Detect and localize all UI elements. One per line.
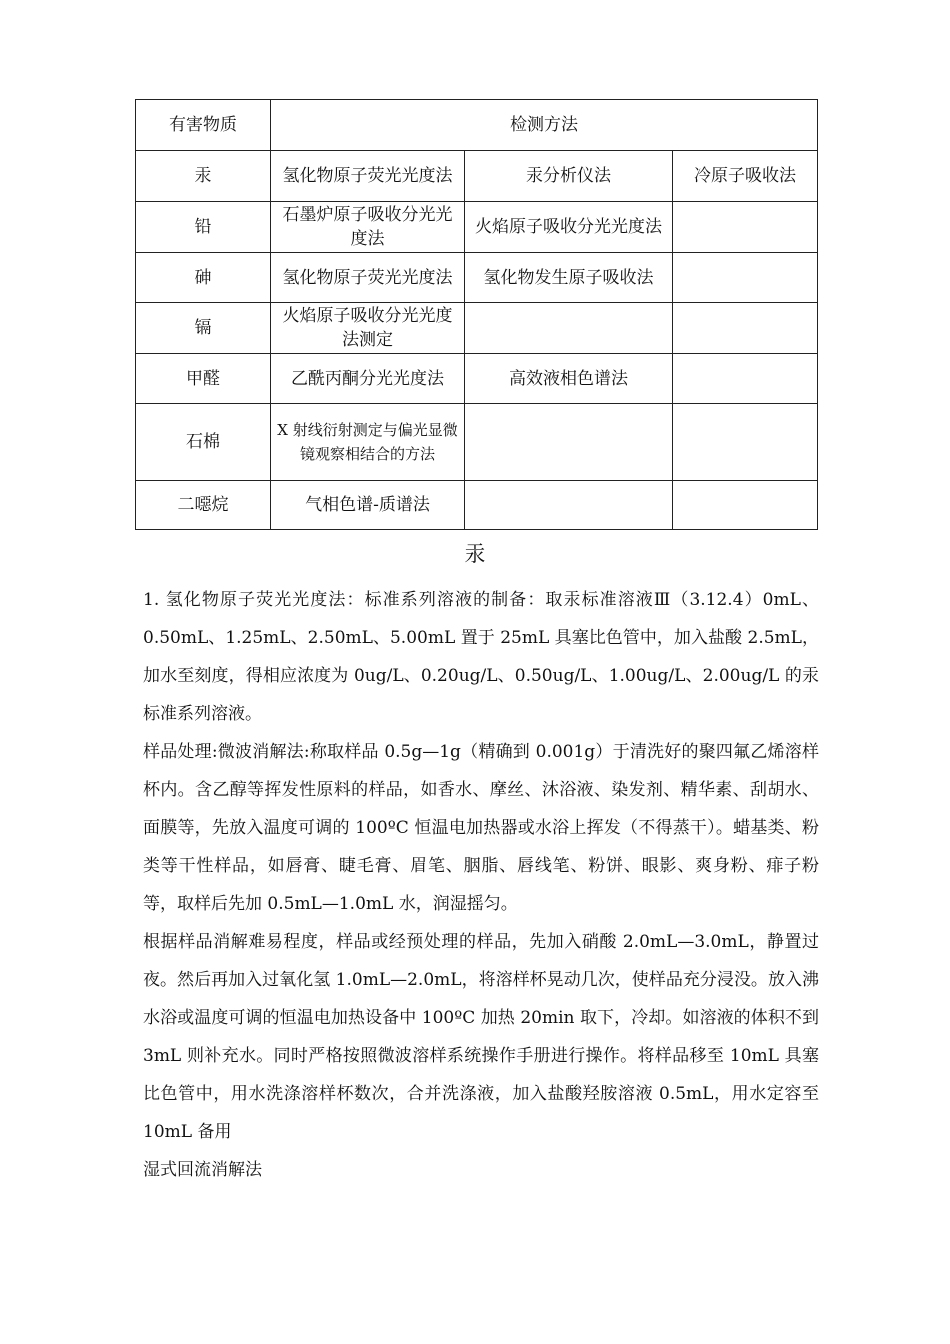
method-cell: 氢化物发生原子吸收法 [465, 253, 673, 303]
method-cell [465, 303, 673, 354]
method-cell [465, 404, 673, 481]
substance-cell: 石棉 [136, 404, 271, 481]
method-cell: 氢化物原子荧光光度法 [271, 253, 465, 303]
method-cell: 气相色谱-质谱法 [271, 481, 465, 530]
body-text [143, 581, 819, 1189]
method-cell [673, 202, 818, 253]
substance-cell: 汞 [136, 151, 271, 202]
header-substance: 有害物质 [136, 100, 271, 151]
method-cell [673, 481, 818, 530]
method-cell: 氢化物原子荧光光度法 [271, 151, 465, 202]
method-cell [465, 481, 673, 530]
table-row [136, 303, 818, 354]
method-cell: 汞分析仪法 [465, 151, 673, 202]
paragraph: 根据样品消解难易程度，样品或经预处理的样品，先加入硝酸 2.0mL—3.0mL，静置过夜。然后再加入过氧化氢 1.0mL—2.0mL，将溶样杯晃动几次，使样品充分浸没。放入沸水浴或温度可调的恒温电加热设备中 100ºC 加热 20min 取下，冷却。如溶液的体积不到 3mL 则补充水。同时严格按照微波溶样系统操作手册进行操作。将样品移至 10mL 具塞比色管中，用水洗涤溶样杯数次，合并洗涤液，加入盐酸羟胺溶液 0.5mL，用水定容至 10mL 备用 [143, 932, 819, 1142]
method-cell: 石墨炉原子吸收分光光度法 [271, 202, 465, 253]
method-cell [673, 404, 818, 481]
table-header-row [136, 100, 818, 151]
substance-cell: 砷 [136, 253, 271, 303]
method-cell [673, 253, 818, 303]
header-method: 检测方法 [271, 100, 818, 151]
method-cell: 高效液相色谱法 [465, 354, 673, 404]
paragraph: 湿式回流消解法 [143, 1160, 262, 1180]
detection-methods-table [135, 99, 818, 530]
substance-cell: 二噁烷 [136, 481, 271, 530]
table-row [136, 202, 818, 253]
section-title: 汞 [464, 542, 486, 566]
paragraph: 1. 氢化物原子荧光光度法：标准系列溶液的制备：取汞标准溶液Ⅲ（3.12.4）0mL、0.50mL、1.25mL、2.50mL、5.00mL 置于 25mL 具塞比色管中，加入盐酸 2.5mL，加水至刻度，得相应浓度为 0ug/L、0.20ug/L、0.50ug/L、1.00ug/L、2.00ug/L 的汞标准系列溶液。 [143, 590, 819, 724]
method-cell: 火焰原子吸收分光光度法 [465, 202, 673, 253]
table-row [136, 253, 818, 303]
method-cell: 乙酰丙酮分光光度法 [271, 354, 465, 404]
method-cell: 火焰原子吸收分光光度法测定 [271, 303, 465, 354]
table-row [136, 151, 818, 202]
table-row [136, 404, 818, 481]
paragraph: 样品处理:微波消解法:称取样品 0.5g—1g（精确到 0.001g）于清洗好的聚四氟乙烯溶样杯内。含乙醇等挥发性原料的样品，如香水、摩丝、沐浴液、染发剂、精华素、刮胡水、面膜等，先放入温度可调的 100ºC 恒温电加热器或水浴上挥发（不得蒸干）。蜡基类、粉类等干性样品，如唇膏、睫毛膏、眉笔、胭脂、唇线笔、粉饼、眼影、爽身粉、痱子粉等，取样后先加 0.5mL—1.0mL 水，润湿摇匀。 [143, 742, 819, 914]
method-cell: 冷原子吸收法 [673, 151, 818, 202]
substance-cell: 铅 [136, 202, 271, 253]
substance-cell: 甲醛 [136, 354, 271, 404]
method-cell [673, 354, 818, 404]
table-row [136, 481, 818, 530]
method-cell: X 射线衍射测定与偏光显微镜观察相结合的方法 [271, 404, 465, 481]
table-row [136, 354, 818, 404]
method-cell [673, 303, 818, 354]
substance-cell: 镉 [136, 303, 271, 354]
